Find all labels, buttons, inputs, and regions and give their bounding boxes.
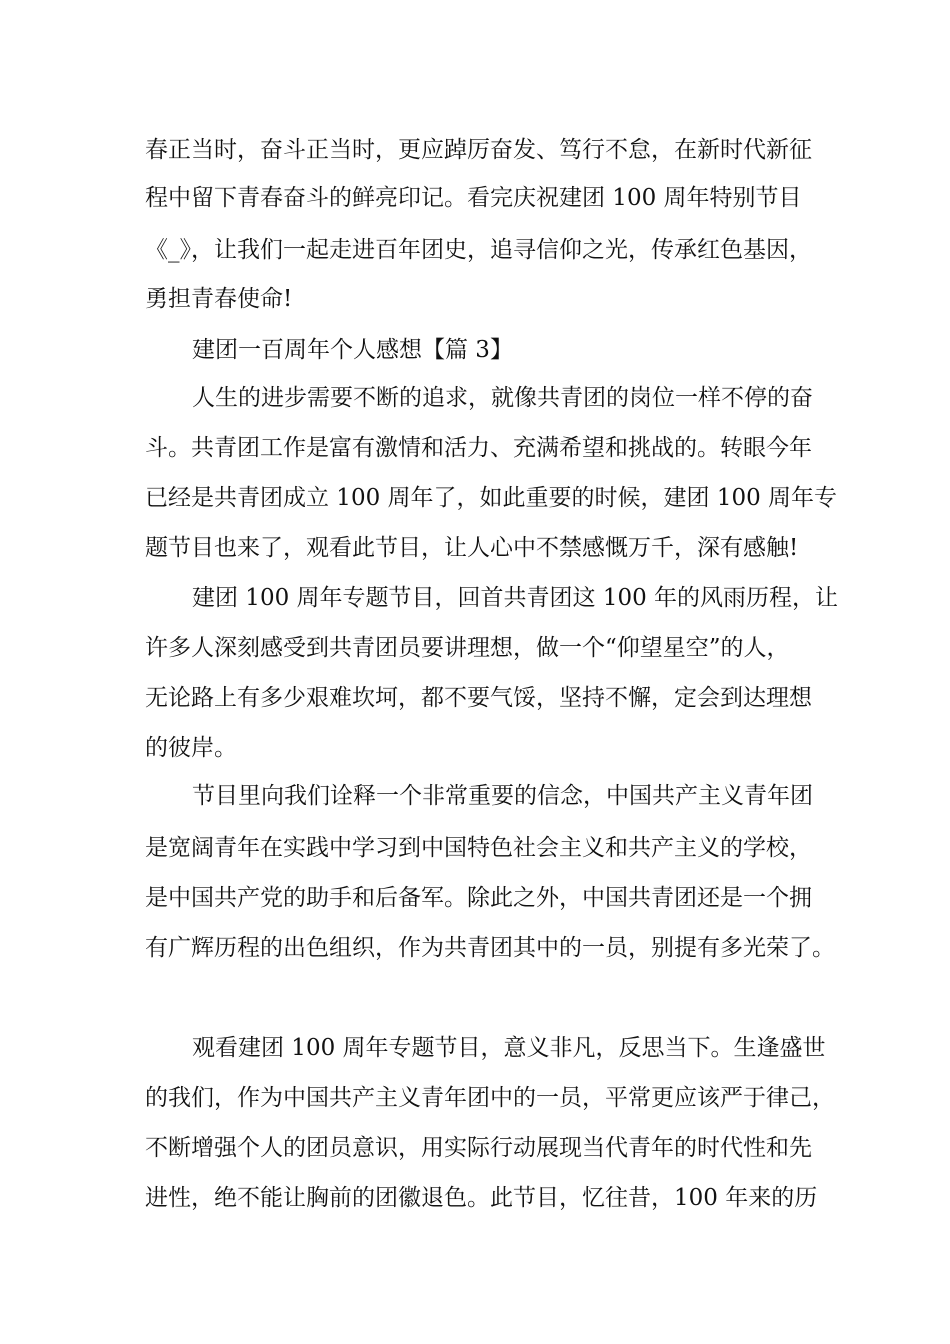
text-line: 斗。共青团工作是富有激情和活力、充满希望和挑战的。转眼今年 (145, 435, 812, 461)
text-line: 人生的进步需要不断的追求，就像共青团的岗位一样不停的奋 (192, 385, 813, 411)
text-line: 的彼岸。 (145, 735, 237, 761)
text-line: 是宽阔青年在实践中学习到中国特色社会主义和共产主义的学校， (145, 835, 812, 861)
text-line: 的我们，作为中国共产主义青年团中的一员，平常更应该严于律己， (145, 1085, 835, 1111)
section-heading: 建团一百周年个人感想【篇 3】 (192, 337, 513, 363)
text-line: 许多人深刻感受到共青团员要讲理想，做一个“仰望星空”的人， (145, 635, 790, 661)
text-line: 春正当时，奋斗正当时，更应踔厉奋发、笃行不怠，在新时代新征 (145, 137, 812, 163)
text-line: 无论路上有多少艰难坎坷，都不要气馁，坚持不懈，定会到达理想 (145, 685, 812, 711)
text-line: 不断增强个人的团员意识，用实际行动展现当代青年的时代性和先 (145, 1135, 812, 1161)
text-line: 已经是共青团成立 100 周年了，如此重要的时候，建团 100 周年专 (145, 485, 838, 511)
text-line: 《_》，让我们一起走进百年团史，追寻信仰之光，传承红色基因， (145, 237, 812, 263)
text-line: 节目里向我们诠释一个非常重要的信念，中国共产主义青年团 (192, 783, 813, 809)
text-line: 勇担青春使命! (145, 286, 293, 312)
text-line: 题节目也来了，观看此节目，让人心中不禁感慨万千，深有感触! (145, 535, 799, 561)
text-line: 是中国共产党的助手和后备军。除此之外，中国共青团还是一个拥 (145, 885, 812, 911)
text-line: 建团 100 周年专题节目，回首共青团这 100 年的风雨历程，让 (192, 585, 839, 611)
text-line: 有广辉历程的出色组织，作为共青团其中的一员，别提有多光荣了。 (145, 935, 835, 961)
text-line: 程中留下青春奋斗的鲜亮印记。看完庆祝建团 100 周年特别节目 (145, 185, 802, 211)
text-line: 观看建团 100 周年专题节目，意义非凡，反思当下。生逢盛世 (192, 1035, 826, 1061)
text-line: 进性，绝不能让胸前的团徽退色。此节目，忆往昔，100 年来的历 (145, 1185, 818, 1211)
